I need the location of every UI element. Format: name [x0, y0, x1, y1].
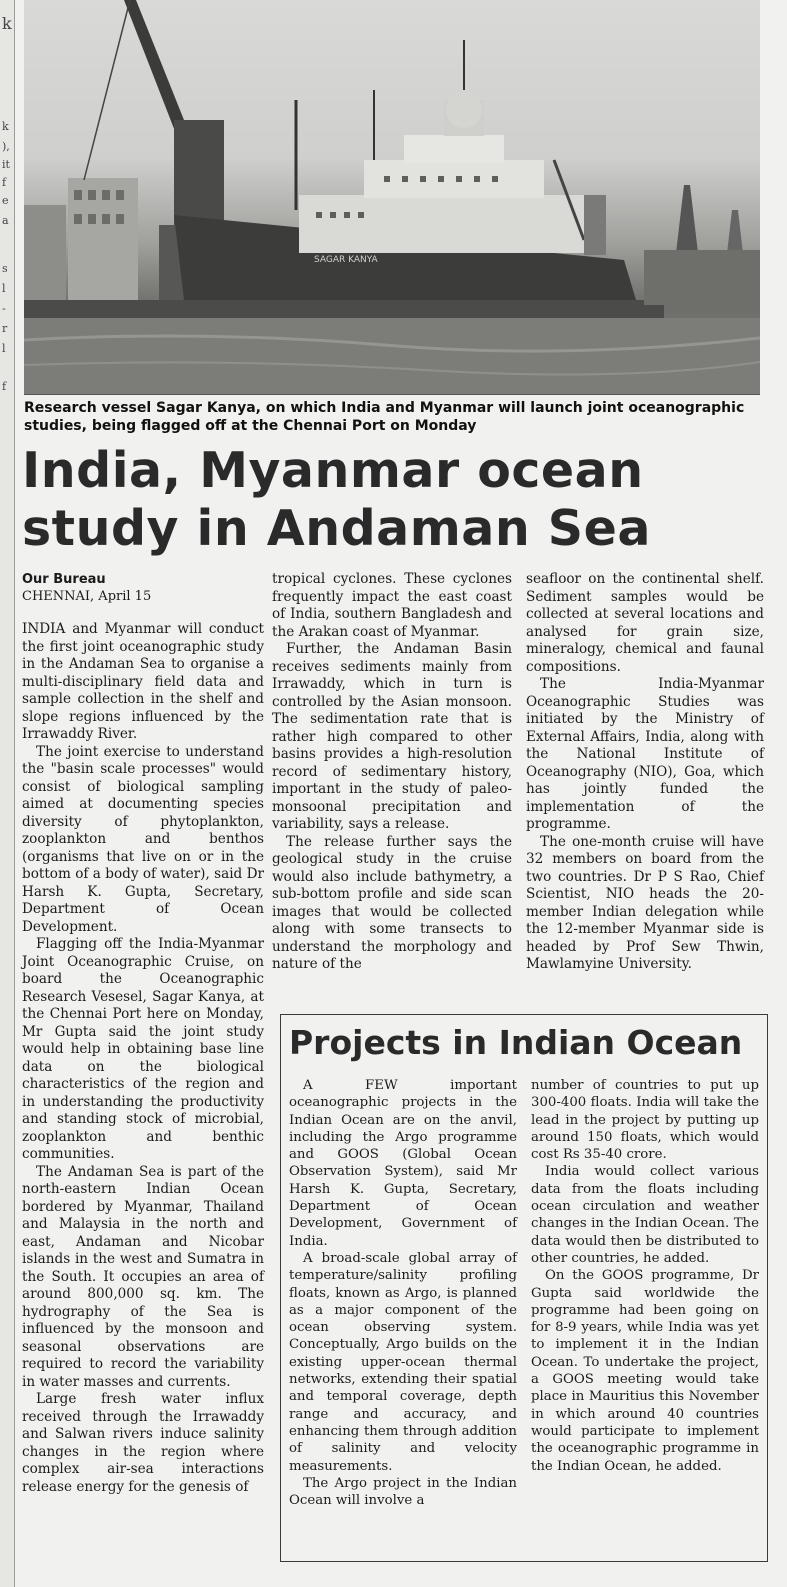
sidebar-paragraph: A FEW important oceanographic projects in the Indian Ocean are on the anvil, including the Argo programme and GOOS (Global Ocean Observation System), said Mr Harsh K. Gupta, Secretary, Department of Ocean Development, Government of India.	[289, 1078, 517, 1249]
article-paragraph: The Andaman Sea is part of the north-eastern Indian Ocean bordered by Myanmar, Thailand and Malaysia in the north and east, Andaman and Nicobar islands in the west and Sumatra in the South. It occupies an area of around 800,000 sq. km. The hydrography of the Sea is influenced by the monsoon and seasonal observations are required to record the variability in water masses and currents.	[22, 1163, 264, 1390]
sidebar-paragraph: The Argo project in the Indian Ocean will involve a	[289, 1475, 517, 1509]
sidebar-box	[280, 1014, 768, 1562]
article-paragraph: Further, the Andaman Basin receives sediments mainly from Irrawaddy, which in turn is controlled by the Asian monsoon. The sedimentation rate that is rather high compared to other basins provides a high-resolution record of sedimentary history, important in the study of paleo-monsoonal precipitation and variability, says a release.	[272, 641, 512, 832]
sidebar-paragraph: A broad-scale global array of temperature/salinity profiling floats, known as Argo, is planned as a major component of the ocean observing system. Conceptually, Argo builds on the existing upper-ocean thermal networks, extending their spatial and temporal coverage, depth range and accuracy, and enhancing them through addition of salinity and velocity measurements.	[289, 1250, 517, 1474]
sidebar-column-2	[531, 1077, 759, 1475]
sidebar-title: Projects in Indian Ocean	[289, 1023, 743, 1062]
dateline: CHENNAI, April 15	[22, 589, 152, 604]
article-paragraph: tropical cyclones. These cyclones frequently impact the east coast of India, southern Bangladesh and the Arakan coast of Myanmar.	[272, 571, 512, 640]
sidebar-paragraph: India would collect various data from the floats including ocean circulation and weather changes in the Indian Ocean. The data would then be distributed to other countries, he added.	[531, 1164, 759, 1266]
ship-photo-graphic	[24, 0, 760, 394]
article-column-1	[22, 571, 264, 1496]
article-column-3	[526, 571, 764, 974]
headline: India, Myanmar ocean study in Andaman Sea	[22, 442, 651, 557]
sidebar-column-1	[289, 1077, 517, 1509]
article-paragraph: The one-month cruise will have 32 members on board from the two countries. Dr P S Rao, Chief Scientist, NIO heads the 20-member Indian delegation while the 12-member Myanmar side is headed by Prof Sew Thwin, Mawlamyine University.	[526, 833, 764, 972]
ship-name-label: SAGAR KANYA	[314, 255, 378, 265]
article-paragraph: The joint exercise to understand the "basin scale processes" would consist of biological sampling aimed at documenting species diversity of phytoplankton, zooplankton and benthos (organisms that live on or in the bottom of a body of water), said Dr Harsh K. Gupta, Secretary, Department of Ocean Development.	[22, 743, 264, 935]
article-paragraph: Large fresh water influx received through the Irrawaddy and Salwan rivers induce salinity changes in the region where complex air-sea interactions release energy for the genesis of	[22, 1391, 264, 1495]
ship-photo	[24, 0, 760, 395]
article-paragraph: Flagging off the India-Myanmar Joint Oceanographic Cruise, on board the Oceanographic Research Vesesel, Sagar Kanya, at the Chennai Port here on Monday, Mr Gupta said the joint study would help in obtaining base line data on the biological characteristics of the region and in understanding the productivity and standing stock of microbial, zooplankton and benthic communities.	[22, 936, 264, 1162]
sidebar-paragraph: number of countries to put up 300-400 floats. India will take the lead in the project by putting up around 150 floats, which would cost Rs 35-40 crore.	[531, 1078, 759, 1163]
photo-caption: Research vessel Sagar Kanya, on which India and Myanmar will launch joint oceanographic studies, being flagged off at the Chennai Port on Monday	[24, 400, 745, 434]
article-paragraph: seafloor on the continental shelf. Sediment samples would be collected at several locations and analysed for grain size, mineralogy, chemical and faunal compositions.	[526, 571, 764, 675]
byline: Our Bureau	[22, 572, 106, 587]
article-column-2	[272, 571, 512, 974]
adjacent-page-margin: k k ), it f e a s l - r l f	[0, 0, 15, 1587]
article-paragraph: The release further says the geological study in the cruise would also include bathymetry, a sub-bottom profile and side scan images that would be collected along with some transects to understand the morphology and nature of the	[272, 833, 512, 972]
article-paragraph: The India-Myanmar Oceanographic Studies was initiated by the Ministry of External Affairs, India, along with the National Institute of Oceanography (NIO), Goa, which has jointly funded the implementation of the programme.	[526, 676, 764, 832]
article-paragraph: INDIA and Myanmar will conduct the first joint oceanographic study in the Andaman Sea to organise a multi-disciplinary field data and sample collection in the shelf and slope regions influenced by the Irrawaddy River.	[22, 621, 264, 742]
sidebar-paragraph: On the GOOS programme, Dr Gupta said worldwide the programme had been going on for 8-9 years, while India was yet to implement it in the Indian Ocean. To undertake the project, a GOOS meeting would take place in Mauritius this November in which around 40 countries would participate to implement the oceanographic programme in the Indian Ocean, he added.	[531, 1268, 759, 1474]
